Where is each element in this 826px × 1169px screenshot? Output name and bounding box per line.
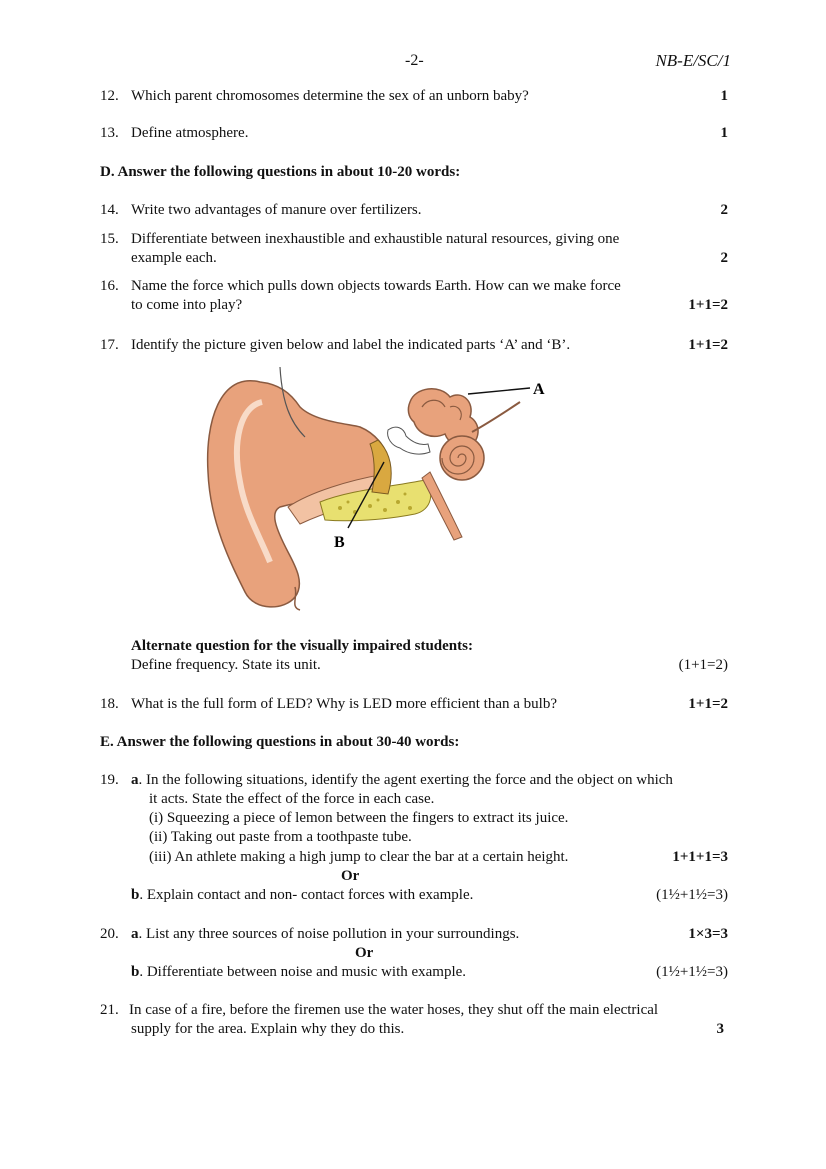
label-a-line (468, 388, 530, 394)
q20b-line: b. Differentiate between noise and music with example. (131, 964, 467, 980)
q12-marks: 1 (720, 88, 728, 104)
ear-diagram (200, 362, 560, 612)
q17-marks: 1+1=2 (688, 337, 728, 353)
auditory-nerve (472, 402, 520, 432)
q20b-label: b (131, 964, 140, 980)
paper-code: NB-E/SC/1 (655, 51, 731, 70)
q19a-item-ii: (ii) Taking out paste from a toothpaste tube. (149, 829, 412, 845)
q15-text-line1: Differentiate between inexhaustible and exhaustible natural resources, giving one (131, 231, 620, 247)
q15-number: 15. (100, 231, 119, 247)
q19a-marks: 1+1+1=3 (672, 849, 728, 865)
q21-marks: 3 (716, 1021, 724, 1037)
q14-number: 14. (100, 202, 119, 218)
page-number: -2- (405, 52, 424, 69)
q20-number: 20. (100, 926, 119, 942)
q17-number: 17. (100, 337, 119, 353)
q13-text: Define atmosphere. (131, 125, 249, 141)
label-a: A (533, 381, 545, 398)
q19b-label: b (131, 887, 140, 903)
q20a-line: a. List any three sources of noise pollution in your surroundings. (131, 926, 520, 942)
alternate-marks: (1+1=2) (678, 657, 728, 673)
q13-number: 13. (100, 125, 119, 141)
alternate-heading: Alternate question for the visually impaired students: (131, 638, 473, 654)
q19a-line1: a. In the following situations, identify the agent exerting the force and the object on which (131, 772, 673, 788)
q14-text: Write two advantages of manure over fertilizers. (131, 202, 422, 218)
q18-text: What is the full form of LED? Why is LED more efficient than a bulb? (131, 696, 557, 712)
q19a-line2: it acts. State the effect of the force in each case. (149, 791, 435, 807)
q17-text: Identify the picture given below and label the indicated parts ‘A’ and ‘B’. (131, 337, 571, 353)
q20-or: Or (355, 945, 374, 961)
q21-text-line1: In case of a fire, before the firemen use the water hoses, they shut off the main electrical (129, 1002, 659, 1018)
q16-text-line1: Name the force which pulls down objects towards Earth. How can we make force (131, 278, 621, 294)
q12-text: Which parent chromosomes determine the sex of an unborn baby? (131, 88, 529, 104)
q20b-marks: (1½+1½=3) (656, 964, 728, 980)
q16-number: 16. (100, 278, 119, 294)
q21-text-line2: supply for the area. Explain why they do this. (131, 1021, 405, 1037)
label-b: B (334, 534, 345, 551)
q20a-label: a (131, 926, 139, 942)
q19-number: 19. (100, 772, 119, 788)
q19-or: Or (341, 868, 360, 884)
q16-text-line2: to come into play? (131, 297, 243, 313)
alternate-text: Define frequency. State its unit. (131, 657, 321, 673)
q19a-item-i: (i) Squeezing a piece of lemon between the fingers to extract its juice. (149, 810, 569, 826)
q18-number: 18. (100, 696, 119, 712)
q16-marks: 1+1=2 (688, 297, 728, 313)
q19a-item-iii: (iii) An athlete making a high jump to clear the bar at a certain height. (149, 849, 569, 865)
q19a-label: a (131, 772, 139, 788)
section-d-heading: D. Answer the following questions in about 10-20 words: (100, 164, 461, 180)
q19b-line: b. Explain contact and non- contact forces with example. (131, 887, 474, 903)
q20a-marks: 1×3=3 (688, 926, 728, 942)
q19b-marks: (1½+1½=3) (656, 887, 728, 903)
q15-text-line2: example each. (131, 250, 217, 266)
q18-marks: 1+1=2 (688, 696, 728, 712)
section-e-heading: E. Answer the following questions in about 30-40 words: (100, 734, 460, 750)
q15-marks: 2 (720, 250, 728, 266)
q21-number: 21. (100, 1002, 119, 1018)
q13-marks: 1 (720, 125, 728, 141)
q14-marks: 2 (720, 202, 728, 218)
q12-number: 12. (100, 88, 119, 104)
